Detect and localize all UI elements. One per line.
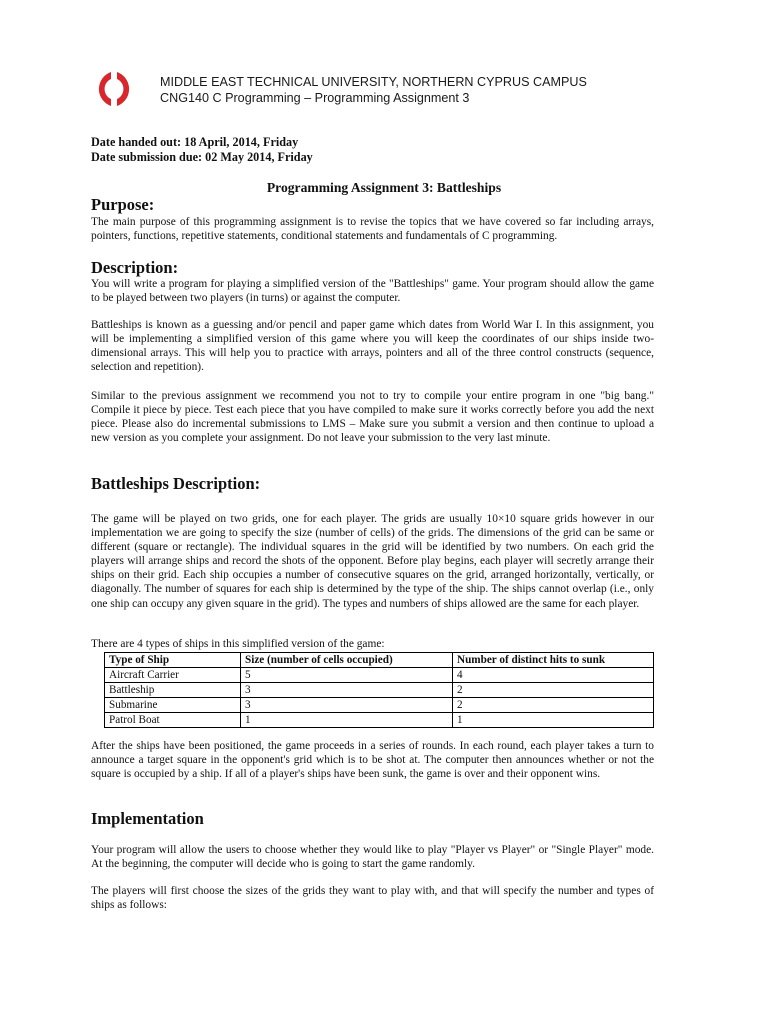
university-name: MIDDLE EAST TECHNICAL UNIVERSITY, NORTHERN CYPRUS CAMPUS [160,75,587,89]
ship-types-table [104,652,654,728]
battleships-heading: Battleships Description: [91,474,261,493]
table-header-cell: Size (number of cells occupied) [241,653,453,668]
dates-block [91,135,313,165]
purpose-text: The main purpose of this programming assignment is to revise the topics that we have covered so far including arrays, pointers, functions, repetitive statements, conditional statements and fundamentals of C programming. [91,216,654,243]
description-paragraph-2: Battleships is known as a guessing and/or pencil and paper game which dates from World War I. In this assignment, you will be implementing a simplified version of this game where you will keep the coordinates of our ships inside two-dimensional arrays. This will help you to practice with arrays, pointers and all of the three control constructs (sequence, selection and repetition). [91,319,654,374]
implementation-paragraph-2: The players will first choose the sizes of the grids they want to play with, and that will specify the number and types of ships as follows: [91,885,654,912]
table-header-cell: Type of Ship [105,653,241,668]
table-cell: 5 [241,668,453,683]
table-cell: 3 [241,683,453,698]
page-title: Programming Assignment 3: Battleships [266,180,502,195]
table-cell: Patrol Boat [105,713,241,728]
logo-left-arc [99,72,111,106]
table-row [105,668,654,683]
purpose-heading: Purpose: [91,195,155,214]
table-cell: Aircraft Carrier [105,668,241,683]
table-cell: 3 [241,698,453,713]
table-cell: 2 [453,698,654,713]
table-row [105,713,654,728]
implementation-paragraph-1: Your program will allow the users to choose whether they would like to play "Player vs Player" or "Single Player" mode. At the beginning, the computer will decide who is going to start the game randomly. [91,844,654,871]
description-heading: Description: [91,258,179,277]
university-logo [91,70,137,108]
table-cell: 1 [453,713,654,728]
implementation-heading: Implementation [91,809,204,828]
table-header-row [105,653,654,668]
table-cell: 2 [453,683,654,698]
table-row [105,698,654,713]
ship-table-intro: There are 4 types of ships in this simplified version of the game: [91,638,385,650]
table-header-cell: Number of distinct hits to sunk [453,653,654,668]
table-row [105,683,654,698]
table-cell: Submarine [105,698,241,713]
table-cell: 1 [241,713,453,728]
date-due: Date submission due: 02 May 2014, Friday [91,150,313,164]
course-name: CNG140 C Programming – Programming Assignment 3 [160,91,470,105]
description-paragraph-1: You will write a program for playing a simplified version of the "Battleships" game. Your program should allow the game to be played between two players (in turns) or against the computer. [91,278,654,305]
table-cell: Battleship [105,683,241,698]
battleships-paragraph-1: The game will be played on two grids, one for each player. The grids are usually 10×10 square grids however in our implementation we are going to specify the size (number of cells) of the grids. The dimensions of the grid can be same or different (square or rectangle). The individual squares in the grid will be identified by two numbers. On each grid the players will arrange ships and record the shots of the opponent. Before play begins, each player will secretly arrange their ships on their grid. Each ship occupies a number of consecutive squares on the grid, arranged horizontally, vertically, or diagonally. The number of squares for each ship is determined by the type of the ship. The ships cannot overlap (i.e., only one ship can occupy any given square in the grid). The types and numbers of ships allowed are the same for each player. [91,513,654,610]
date-handed-out: Date handed out: 18 April, 2014, Friday [91,135,299,149]
document-header [160,74,587,106]
battleships-paragraph-2: After the ships have been positioned, the game proceeds in a series of rounds. In each round, each player takes a turn to announce a target square in the opponent's grid which is to be shot at. The computer then announces whether or not the square is occupied by a ship. If all of a player's ships have been sunk, the game is over and their opponent wins. [91,740,654,781]
description-paragraph-3: Similar to the previous assignment we recommend you not to try to compile your entire program in one "big bang." Compile it piece by piece. Test each piece that you have compiled to make sure it works correctly before you add the next piece. Please also do incremental submissions to LMS – Make sure you submit a version and then continue to upload a new version as you complete your assignment. Do not leave your submission to the very last minute. [91,390,654,445]
logo-right-arc [117,72,129,106]
table-cell: 4 [453,668,654,683]
